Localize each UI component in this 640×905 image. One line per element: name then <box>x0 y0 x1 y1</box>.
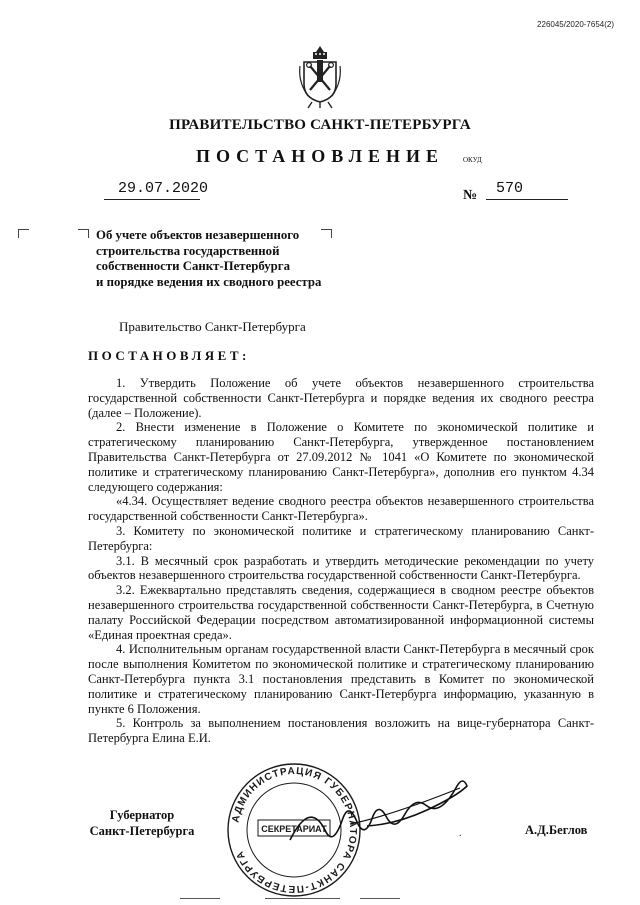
intro-line: Правительство Санкт-Петербурга <box>119 319 306 334</box>
signature-dot: . <box>459 828 462 839</box>
subject-line: собственности Санкт-Петербурга <box>96 259 291 274</box>
position-line: Санкт-Петербурга <box>89 824 195 838</box>
svg-text:АДМИНИСТРАЦИЯ ГУБЕРНАТОРА САНК: АДМИНИСТРАЦИЯ ГУБЕРНАТОРА САНКТ-ПЕТЕРБУРГА <box>230 765 359 895</box>
subject-bracket-left <box>18 229 29 238</box>
paragraph: 2. Внести изменение в Положение о Комитете по экономической политике и стратегическому планированию Санкт-Петербурга, утвержденное постановлением Правительства Санкт-Петербурга от 27.09.2012 № 1041 «О Комитете по экономической политике и стратегическому планированию Санкт-Петербурга», дополнив его пунктом 4.34 следующего содержания: <box>88 420 594 494</box>
handwritten-signature <box>280 780 480 860</box>
number-underline <box>486 199 568 200</box>
subject-line: и порядке ведения их сводного реестра <box>96 274 322 289</box>
signatory-position <box>87 807 197 839</box>
paragraph: 3.2. Ежеквартально представлять сведения, содержащиеся в сводном реестре объектов незавершенного строительства государственной собственности Санкт-Петербурга, в Счетную палату Российской Федерации посредством автоматизированной информационной системы «Единая проектная среда». <box>88 583 594 642</box>
coat-of-arms-emblem <box>298 44 342 110</box>
paragraph: 1. Утвердить Положение об учете объектов незавершенного строительства государственной собственности Санкт-Петербурга и порядке ведения их сводного реестра (далее – Положение). <box>88 376 594 420</box>
document-type-title: ПОСТАНОВЛЕНИЕ <box>195 146 445 166</box>
resolution-body <box>88 376 594 746</box>
paragraph: 3. Комитету по экономической политике и стратегическому планированию Санкт-Петербурга: <box>88 523 594 553</box>
number-sign: № <box>463 188 478 203</box>
svg-text:СЕКРЕТАРИАТ: СЕКРЕТАРИАТ <box>261 824 327 834</box>
subject-bracket-mid <box>78 229 89 238</box>
paragraph: 5. Контроль за выполнением постановления возложить на вице-губернатора Санкт-Петербурга Елина Е.И. <box>88 716 594 746</box>
footer-line <box>265 898 340 899</box>
footer-line <box>360 898 400 899</box>
document-subject <box>96 228 346 290</box>
position-line: Губернатор <box>109 808 175 822</box>
footer-line <box>180 898 220 899</box>
date-underline <box>104 199 200 200</box>
document-date: 29.07.2020 <box>118 180 209 197</box>
signatory-name: А.Д.Беглов <box>525 823 588 837</box>
paragraph: 3.1. В месячный срок разработать и утвердить методические рекомендации по учету объектов незавершенного строительства государственной собственности Санкт-Петербурга. <box>88 553 594 583</box>
resolves-heading: ПОСТАНОВЛЯЕТ: <box>88 348 250 363</box>
paragraph: «4.34. Осуществляет ведение сводного реестра объектов незавершенного строительства государственной собственности Санкт-Петербурга». <box>88 494 594 524</box>
paragraph: 4. Исполнительным органам государственной власти Санкт-Петербурга в месячный срок после выполнения Комитетом по экономической политике и стратегическому планированию Санкт-Петербурга пункта 3.1 постановления представить в Комитет по экономической политике и стратегическому планированию Санкт-Петербурга информацию, указанную в пункте 6 Положения. <box>88 642 594 716</box>
subject-line: строительства государственной <box>96 243 280 258</box>
government-title: ПРАВИТЕЛЬСТВО САНКТ-ПЕТЕРБУРГА <box>169 117 471 133</box>
okud-label: ОКУД <box>463 156 482 164</box>
subject-line: Об учете объектов незавершенного <box>96 228 300 242</box>
document-number: 226045/2020-7654(2) <box>537 20 614 29</box>
document-number-value: 570 <box>496 180 524 197</box>
